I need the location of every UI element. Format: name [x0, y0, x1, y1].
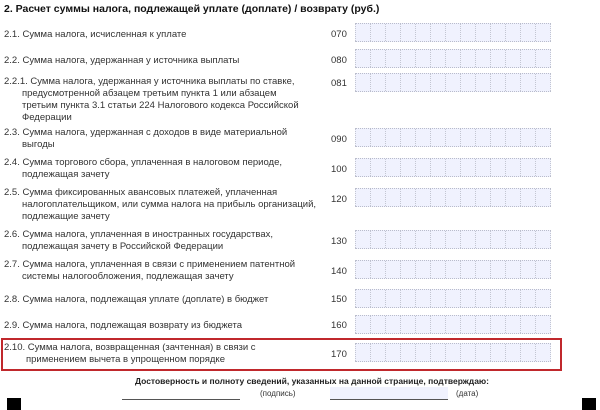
line-code: 130 [331, 236, 347, 247]
line-code: 070 [331, 29, 347, 40]
row-label [4, 229, 322, 253]
row-text: системы налогообложения, подлежащая зачету [22, 271, 234, 282]
alignment-marker-right [582, 398, 596, 410]
confirmation-text: Достоверность и полноту сведений, указанных на данной странице, подтверждаю: [134, 376, 490, 386]
row-label [4, 259, 322, 283]
row-text: подлежащая зачету в Российской Федерации [22, 241, 224, 252]
row-number: 2.10. [4, 342, 26, 353]
row-text: выгоды [22, 139, 55, 150]
amount-field-100[interactable] [355, 158, 551, 177]
amount-field-140[interactable] [355, 260, 551, 279]
row-text: Сумма налога, уплаченная в иностранных государствах, [22, 229, 274, 240]
row-label [4, 294, 322, 306]
row-label [4, 342, 322, 366]
date-field[interactable] [330, 387, 448, 400]
line-code: 160 [331, 320, 347, 331]
amount-field-130[interactable] [355, 230, 551, 249]
row-text: третьим пункта 3.1 статьи 224 Налогового кодекса Российской [22, 100, 299, 111]
row-label [4, 127, 322, 151]
amount-field-160[interactable] [355, 315, 551, 334]
row-text: Сумма налога, удержанная с доходов в виде материальной [22, 127, 288, 138]
row-label [4, 187, 322, 223]
row-text: предусмотренной абзацем третьим пункта 1 или абзацем [22, 88, 277, 99]
row-label [4, 55, 322, 67]
alignment-marker-left [7, 398, 21, 410]
signature-field[interactable] [122, 399, 240, 400]
signature-caption: (подпись) [260, 389, 296, 398]
row-label [4, 29, 322, 41]
line-code: 170 [331, 349, 347, 360]
row-text: Сумма налога, возвращенная (зачтенная) в связи с [27, 342, 256, 353]
amount-field-090[interactable] [355, 128, 551, 147]
line-code: 140 [331, 266, 347, 277]
row-number: 2.2. [4, 55, 20, 66]
row-text: Сумма фиксированных авансовых платежей, уплаченная [22, 187, 278, 198]
row-number: 2.7. [4, 259, 20, 270]
line-code: 080 [331, 55, 347, 66]
row-number: 2.1. [4, 29, 20, 40]
amount-field-150[interactable] [355, 289, 551, 308]
row-label [4, 76, 322, 124]
row-text: Сумма торгового сбора, уплаченная в налоговом периоде, [22, 157, 283, 168]
row-text: Сумма налога, подлежащая возврату из бюджета [22, 320, 243, 331]
amount-field-120[interactable] [355, 188, 551, 207]
row-text: Сумма налога, подлежащая уплате (доплате) в бюджет [22, 294, 269, 305]
amount-field-080[interactable] [355, 49, 551, 68]
line-code: 100 [331, 164, 347, 175]
date-caption: (дата) [456, 389, 479, 398]
row-text: Сумма налога, удержанная у источника выплаты по ставке, [30, 76, 295, 87]
row-number: 2.6. [4, 229, 20, 240]
row-number: 2.9. [4, 320, 20, 331]
line-code: 120 [331, 194, 347, 205]
row-number: 2.5. [4, 187, 20, 198]
amount-field-170[interactable] [355, 343, 551, 362]
line-code: 081 [331, 78, 347, 89]
line-code: 090 [331, 134, 347, 145]
row-text: подлежащая зачету [22, 169, 110, 180]
amount-field-070[interactable] [355, 23, 551, 42]
row-text: подлежащие зачету [22, 211, 110, 222]
section-title: 2. Расчет суммы налога, подлежащей уплате (доплате) / возврату (руб.) [4, 3, 380, 15]
line-code: 150 [331, 294, 347, 305]
row-label [4, 157, 322, 181]
row-number: 2.4. [4, 157, 20, 168]
row-text: применением вычета в упрощенном порядке [26, 354, 225, 365]
row-text: налогоплательщиком, или сумма налога на прибыль организаций, [22, 199, 317, 210]
row-text: Федерации [22, 112, 72, 123]
row-text: Сумма налога, удержанная у источника выплаты [22, 55, 240, 66]
row-number: 2.3. [4, 127, 20, 138]
row-number: 2.8. [4, 294, 20, 305]
row-label [4, 320, 322, 332]
row-text: Сумма налога, уплаченная в связи с применением патентной [22, 259, 296, 270]
amount-field-081[interactable] [355, 73, 551, 92]
row-text: Сумма налога, исчисленная к уплате [22, 29, 187, 40]
row-number: 2.2.1. [4, 76, 28, 87]
